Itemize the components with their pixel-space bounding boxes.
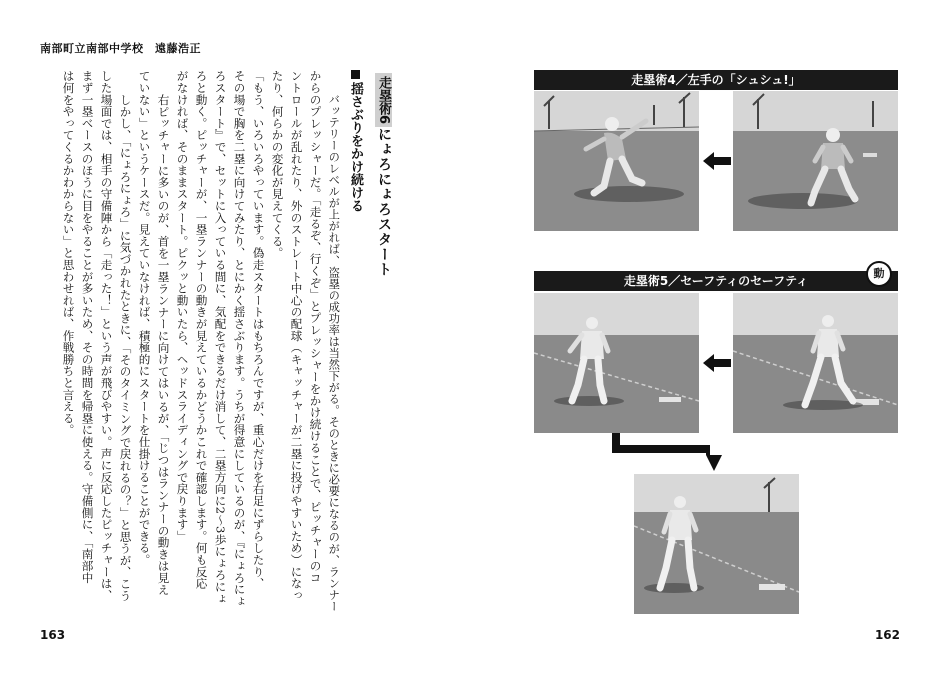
body-line: 「もう、いろいろやっています。偽走スタートはもちろんですが、重心だけを右足にずらしたり、	[251, 70, 266, 590]
body-line: ントロールが乱れたり、外のストレート中心の配球（キャッチャーが二塁に投げやすいため）になっ	[289, 70, 304, 601]
body-line: 右ピッチャーに多いのが、首を一塁ランナーに向けてはいるが、「じつはランナーの動きは見え	[156, 82, 171, 596]
subheading	[349, 70, 362, 212]
author-school-header: 南部町立南部中学校 遠藤浩正	[40, 42, 201, 55]
body-line: した場面では、相手の守備陣から「走った！」という声が飛びやすい。声に反応したピッチャーは、	[99, 70, 114, 601]
body-line: ろと動く。ピッチャーが、一塁ランナーの動きが見えているかどうかこれで確認します。何も反応	[194, 70, 209, 590]
photo-lead-step-1	[733, 91, 898, 231]
photo-graphic	[534, 293, 699, 433]
body-line: たり、何らかの変化が見えてくる。	[270, 70, 285, 259]
photo-graphic	[534, 91, 699, 231]
section-label: 走塁術6	[375, 73, 392, 127]
figure-caption-top: 走塁術4／左手の「シュシュ!」	[534, 70, 898, 90]
photo-lead-step-2	[534, 91, 699, 231]
body-line: からのプレッシャーだ。「走るぞ、行くぞ」とプレッシャーをかけ続けることで、ピッチャーのコ	[308, 70, 323, 584]
elbow-arrow-down-icon	[610, 433, 730, 477]
photo-graphic	[634, 474, 799, 614]
section-title: にょろにょろスタート	[376, 127, 392, 277]
photo-safety-step-1	[733, 293, 898, 433]
photo-graphic	[733, 91, 898, 231]
body-line: まず一塁ベースのほうに目をやることが多いため、その時間を帰塁に使える。守備側に、「南部中	[80, 70, 95, 584]
square-bullet-icon	[351, 70, 360, 79]
body-line: は何をやってくるかわからない」と思わせれば、作戦勝ちと言える。	[61, 70, 76, 436]
body-line: ろスタート』で、セットに入っている間に、気配をできるだけ消して、二塁方向に2〜3歩にょろにょ	[213, 70, 228, 605]
subheading-text: 揺さぶりをかけ続ける	[348, 82, 363, 212]
body-line: バッテリーのレベルが上がれば、盗塁の成功率は当然下がる。そのときに必要になるのが、ランナー	[327, 82, 342, 612]
arrow-left-icon	[703, 354, 731, 376]
body-line: ていない」というケースだ。見えていなければ、積極的にスタートを仕掛けることができる。	[137, 70, 152, 566]
body-line: しかし、「にょろにょろ」に気づかれたときに、「そのタイミングで戻れるの？」と思うが、こう	[118, 82, 133, 602]
photo-safety-step-3	[634, 474, 799, 614]
page-number-right: 162	[874, 628, 900, 642]
arrow-left-icon	[703, 152, 731, 174]
photo-graphic	[733, 293, 898, 433]
motion-badge: 動	[866, 261, 892, 287]
body-line: その場で胸を二塁に向けてみたり、とにかく揺さぶります。うちが得意にしているのが、『にょろにょ	[232, 70, 247, 607]
body-line: がなければ、そのままスタート。ピクッと動いたら、ヘッドスライディングで戻ります」	[175, 70, 190, 542]
page-number-left: 163	[40, 628, 66, 642]
figure-caption-bottom: 走塁術5／セーフティのセーフティ	[534, 271, 898, 291]
photo-safety-step-2	[534, 293, 699, 433]
